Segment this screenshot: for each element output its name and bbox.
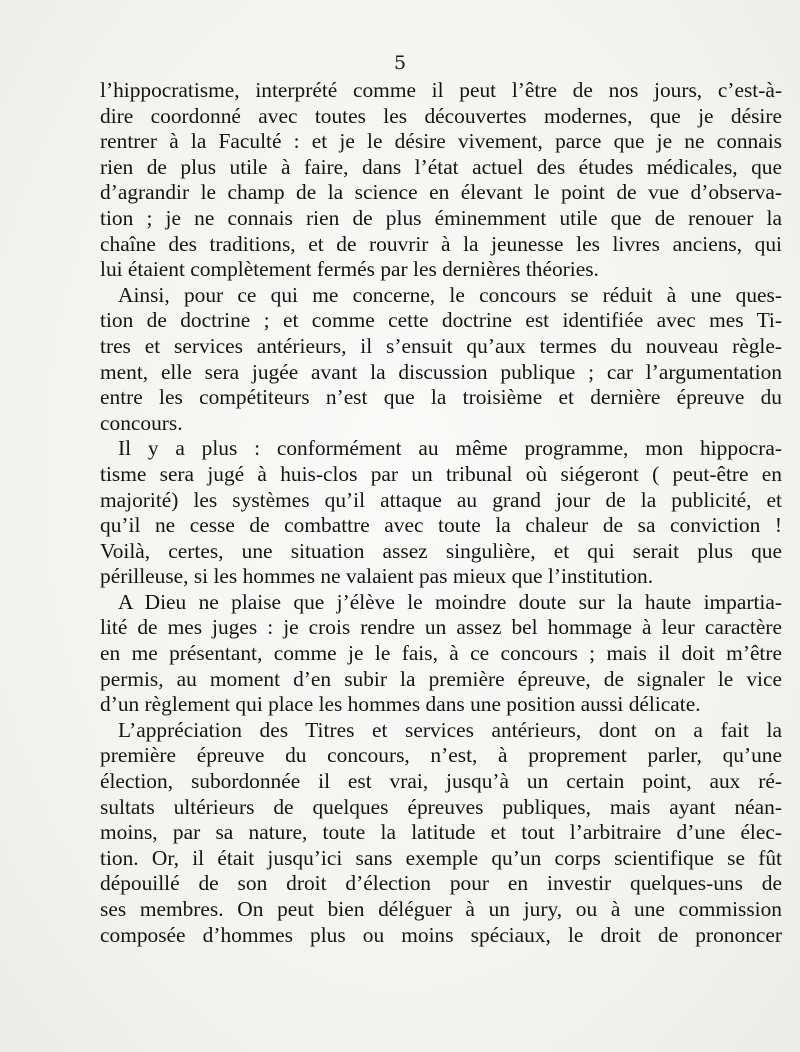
- text-line: dire coordonné avec toutes les découvertes modernes, que je désire: [100, 103, 782, 128]
- text-line: majorité) les systèmes qu’il attaque au grand jour de la publicité, et: [100, 487, 782, 512]
- text-line: première épreuve du concours, n’est, à proprement parler, qu’une: [100, 743, 782, 768]
- page-number: 5: [393, 52, 407, 74]
- text-line: tion. Or, il était jusqu’ici sans exemple qu’un corps scientifique se fût: [100, 845, 782, 870]
- text-line: entre les compétiteurs n’est que la troisième et dernière épreuve du: [100, 385, 782, 410]
- text-line: élection, subordonnée il est vrai, jusqu’à un certain point, aux ré-: [100, 769, 782, 794]
- text-line: Voilà, certes, une situation assez singulière, et qui serait plus que: [100, 538, 782, 563]
- text-line: tres et services antérieurs, il s’ensuit qu’aux termes du nouveau règle-: [100, 333, 782, 358]
- text-line: l’hippocratisme, interprété comme il peut l’être de nos jours, c’est-à-: [100, 78, 782, 102]
- body-text: [100, 78, 782, 948]
- text-line: ment, elle sera jugée avant la discussion publique ; car l’argumentation: [100, 359, 782, 384]
- text-line: tion ; je ne connais rien de plus éminemment utile que de renouer la: [100, 205, 782, 230]
- text-line: d’agrandir le champ de la science en élevant le point de vue d’observa-: [100, 180, 782, 205]
- text-line: sultats ultérieurs de quelques épreuves publiques, mais ayant néan-: [100, 794, 782, 819]
- paragraph-3: [100, 436, 782, 590]
- text-line: Il y a plus : conformément au même programme, mon hippocra-: [118, 436, 782, 461]
- text-line: qu’il ne cesse de combattre avec toute la chaleur de sa conviction !: [100, 513, 782, 538]
- text-line: Ainsi, pour ce qui me concerne, le concours se réduit à une ques-: [118, 282, 782, 307]
- text-line: tion de doctrine ; et comme cette doctrine est identifiée avec mes Ti-: [100, 308, 782, 333]
- paragraph-2: [100, 283, 782, 437]
- text-line: tisme sera jugé à huis-clos par un tribunal où siégeront ( peut-être en: [100, 461, 782, 486]
- text-line: composée d’hommes plus ou moins spéciaux, le droit de prononcer: [100, 922, 782, 947]
- text-line: dépouillé de son droit d’élection pour en investir quelques-uns de: [100, 871, 782, 896]
- text-line: d’un règlement qui place les hommes dans une position aussi délicate.: [100, 692, 701, 717]
- text-line: lité de mes juges : je crois rendre un assez bel hommage à leur caractère: [100, 615, 782, 640]
- text-line: lui étaient complètement fermés par les dernières théories.: [100, 257, 599, 282]
- text-line: périlleuse, si les hommes ne valaient pas mieux que l’institution.: [100, 564, 654, 589]
- paragraph-4: [100, 590, 782, 718]
- paragraph-1: [100, 78, 782, 283]
- text-line: L’appréciation des Titres et services antérieurs, dont on a fait la: [118, 717, 782, 742]
- text-line: en me présentant, comme je le fais, à ce concours ; mais il doit m’être: [100, 641, 782, 666]
- text-line: A Dieu ne plaise que j’élève le moindre doute sur la haute impartia-: [118, 589, 782, 614]
- text-line: ses membres. On peut bien déléguer à un jury, ou à une commission: [100, 897, 782, 921]
- text-line: rentrer à la Faculté : et je le désire vivement, parce que je ne connais: [100, 129, 782, 154]
- text-line: moins, par sa nature, toute la latitude et tout l’arbitraire d’une élec-: [100, 820, 782, 845]
- text-line: rien de plus utile à faire, dans l’état actuel des études médicales, que: [100, 154, 782, 179]
- text-line: concours.: [100, 410, 183, 435]
- text-line: chaîne des traditions, et de rouvrir à la jeunesse les livres anciens, qui: [100, 231, 782, 256]
- text-line: permis, au moment d’en subir la première épreuve, de signaler le vice: [100, 666, 782, 691]
- paragraph-5: [100, 718, 782, 948]
